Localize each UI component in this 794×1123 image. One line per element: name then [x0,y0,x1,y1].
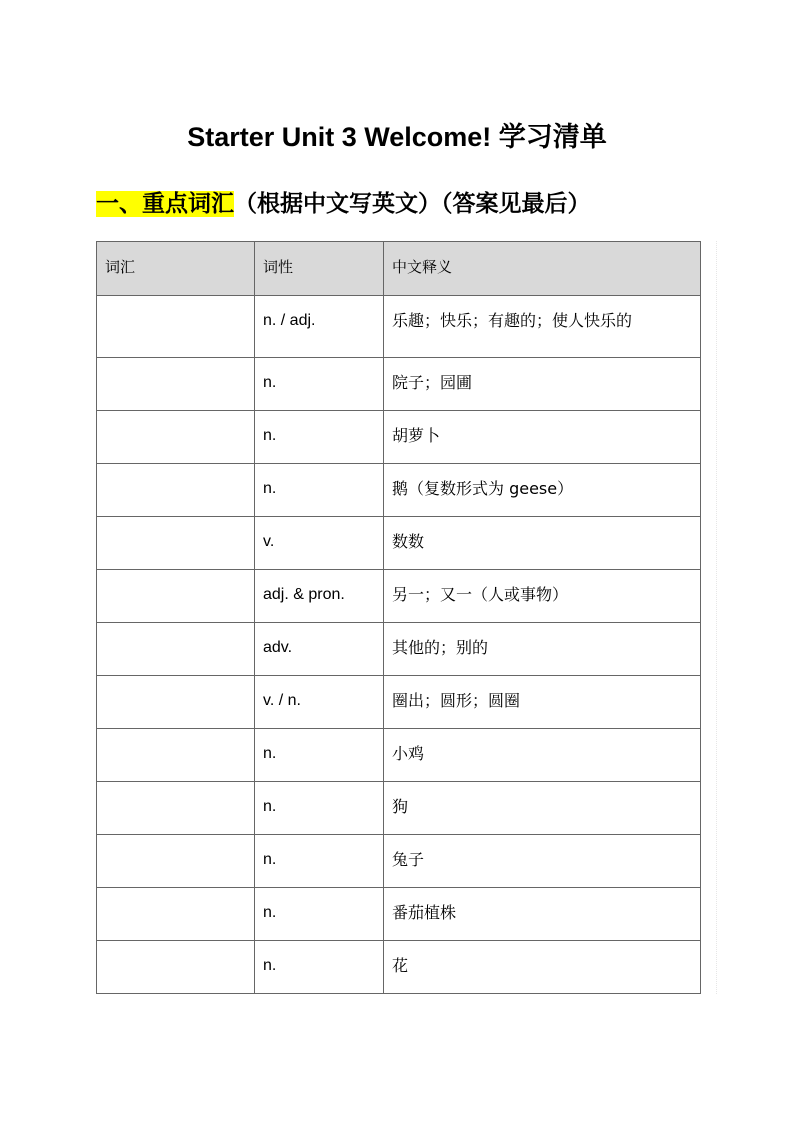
word-blank-cell[interactable] [97,570,255,623]
meaning-cell: 花 [384,941,701,994]
word-blank-cell[interactable] [97,782,255,835]
part-of-speech-cell: n. / adj. [255,296,384,358]
page-title: Starter Unit 3 Welcome! 学习清单 [187,122,607,152]
word-blank-cell[interactable] [97,941,255,994]
meaning-cell: 乐趣；快乐；有趣的；使人快乐的 [384,296,701,358]
word-blank-cell[interactable] [97,835,255,888]
part-of-speech-cell: v. / n. [255,676,384,729]
table-row [97,676,701,729]
table-row [97,411,701,464]
meaning-cell: 胡萝卜 [384,411,701,464]
part-of-speech-cell: n. [255,729,384,782]
table-row [97,729,701,782]
section-heading-instructions: （根据中文写英文）（答案见最后） [234,191,591,217]
word-blank-cell[interactable] [97,676,255,729]
meaning-cell: 圈出；圆形；圆圈 [384,676,701,729]
meaning-cell: 番茄植株 [384,888,701,941]
meaning-cell: 鹅（复数形式为 geese） [384,464,701,517]
table-row [97,941,701,994]
meaning-cell: 数数 [384,517,701,570]
part-of-speech-cell: adv. [255,623,384,676]
meaning-cell: 狗 [384,782,701,835]
part-of-speech-cell: n. [255,835,384,888]
meaning-cell: 兔子 [384,835,701,888]
table-row [97,358,701,411]
word-blank-cell[interactable] [97,729,255,782]
table-row [97,464,701,517]
meaning-cell: 另一；又一（人或事物） [384,570,701,623]
vocabulary-table [96,241,701,994]
word-blank-cell[interactable] [97,411,255,464]
word-blank-cell[interactable] [97,623,255,676]
part-of-speech-cell: v. [255,517,384,570]
word-blank-cell[interactable] [97,358,255,411]
table-row [97,517,701,570]
header-chinese-meaning: 中文释义 [384,242,701,296]
part-of-speech-cell: n. [255,782,384,835]
part-of-speech-cell: n. [255,411,384,464]
section-heading [96,186,591,222]
word-blank-cell[interactable] [97,517,255,570]
part-of-speech-cell: n. [255,464,384,517]
meaning-cell: 小鸡 [384,729,701,782]
part-of-speech-cell: adj. & pron. [255,570,384,623]
table-row [97,888,701,941]
table-header-row [97,242,701,296]
header-word: 词汇 [97,242,255,296]
table-row [97,570,701,623]
table-row [97,782,701,835]
word-blank-cell[interactable] [97,296,255,358]
meaning-cell: 其他的；别的 [384,623,701,676]
table-row [97,296,701,358]
page-edge-guide [716,241,717,994]
word-blank-cell[interactable] [97,888,255,941]
meaning-cell: 院子；园圃 [384,358,701,411]
part-of-speech-cell: n. [255,888,384,941]
section-heading-highlight: 一、重点词汇 [96,191,234,217]
word-blank-cell[interactable] [97,464,255,517]
table-row [97,623,701,676]
table-row [97,835,701,888]
header-part-of-speech: 词性 [255,242,384,296]
part-of-speech-cell: n. [255,358,384,411]
part-of-speech-cell: n. [255,941,384,994]
